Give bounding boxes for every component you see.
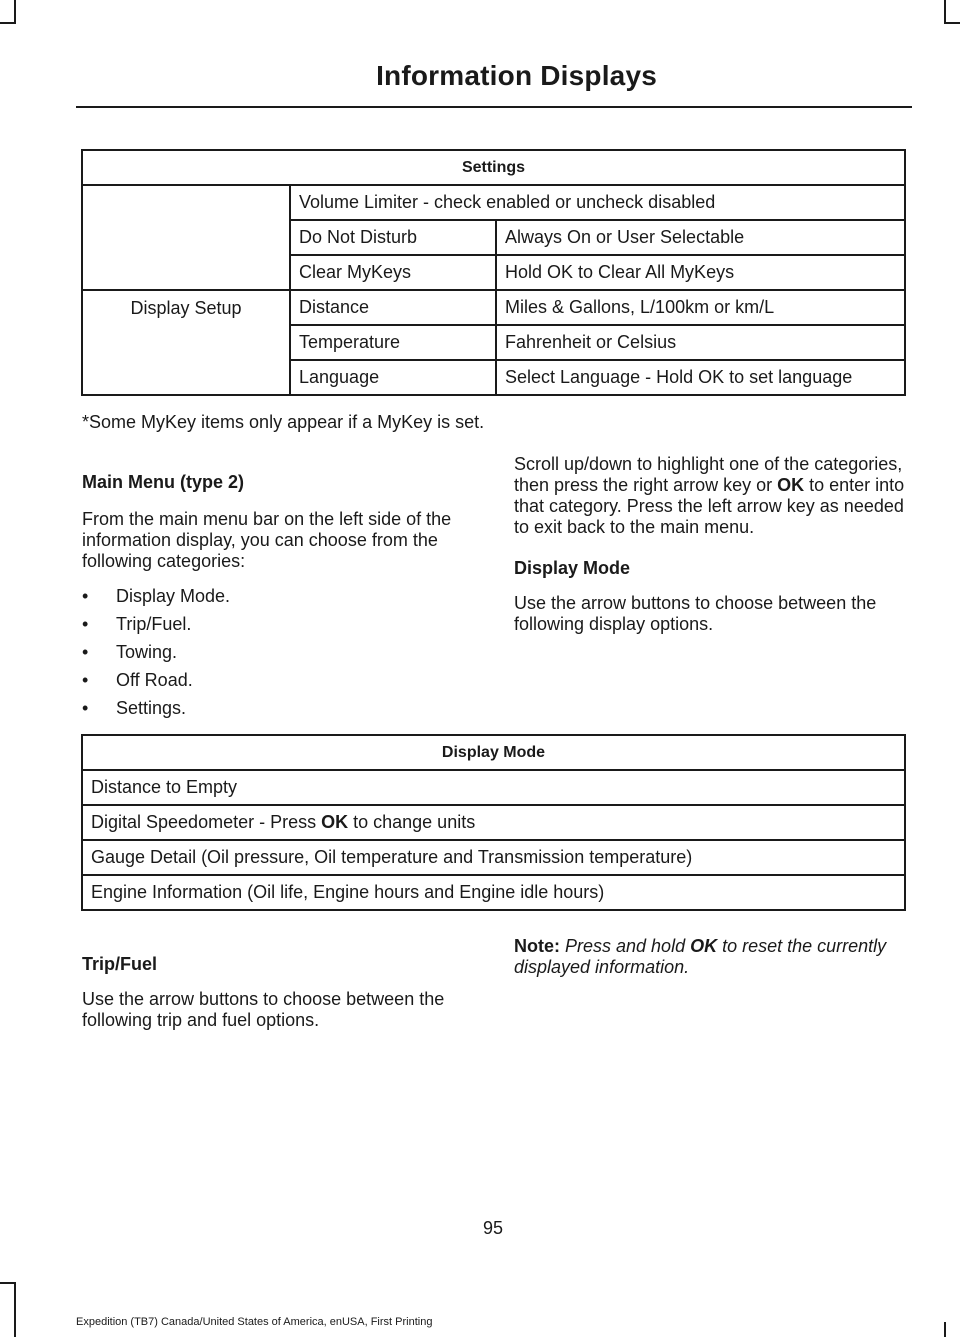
text-run: to enter into that category. Press the left arrow key as needed to exit back to the main menu. [514, 475, 905, 537]
crop-mark [944, 22, 960, 24]
crop-mark [14, 0, 16, 24]
table-cell: Clear MyKeys [290, 255, 496, 290]
header-rule [76, 106, 912, 108]
category-list [82, 582, 477, 722]
table-cell: Miles & Gallons, L/100km or km/L [496, 290, 905, 325]
note-label: Note: [514, 936, 560, 956]
paragraph: Use the arrow buttons to choose between the following display options. [514, 593, 877, 634]
section-heading: Trip/Fuel [82, 954, 158, 974]
table-row [82, 875, 905, 910]
table-cell: Distance [290, 290, 496, 325]
crop-mark [0, 22, 16, 24]
ok-label: OK [777, 475, 805, 495]
page-number: 95 [482, 1218, 504, 1238]
table-cell: Do Not Disturb [290, 220, 496, 255]
text-run: to change units [348, 812, 476, 832]
table-cell: Distance to Empty [82, 770, 905, 805]
table-cell [82, 325, 290, 360]
text-run: to reset the currently displayed information. [514, 936, 887, 977]
paragraph: Use the arrow buttons to choose between the following trip and fuel options. [82, 989, 445, 1030]
list-item: • Off Road. [82, 666, 477, 694]
main-menu-section [82, 472, 477, 722]
trip-fuel-section [82, 954, 477, 1031]
table-row [82, 770, 905, 805]
table-cell [82, 805, 905, 840]
crop-mark [944, 0, 946, 24]
table-header-row [82, 150, 905, 185]
table-cell: Gauge Detail (Oil pressure, Oil temperature and Transmission temperature) [82, 840, 905, 875]
table-cell: Always On or User Selectable [496, 220, 905, 255]
footer-text: Expedition (TB7) Canada/United States of America, enUSA, First Printing [76, 1316, 433, 1328]
table-cell [82, 360, 290, 395]
table-row [82, 255, 905, 290]
table-cell: Temperature [290, 325, 496, 360]
display-mode-table [81, 734, 906, 911]
table-cell: Hold OK to Clear All MyKeys [496, 255, 905, 290]
table-cell: Volume Limiter - check enabled or uncheck disabled [290, 185, 905, 220]
table-title: Display Mode [82, 735, 905, 770]
table-cell: Display Setup [82, 290, 290, 325]
table-header-row [82, 735, 905, 770]
table-row [82, 840, 905, 875]
crop-mark [944, 1322, 946, 1337]
list-item: • Trip/Fuel. [82, 610, 477, 638]
table-row [82, 325, 905, 360]
footnote: *Some MyKey items only appear if a MyKey is set. [82, 412, 485, 432]
right-column [514, 454, 908, 635]
crop-mark [0, 1282, 16, 1284]
section-heading: Main Menu (type 2) [82, 472, 245, 492]
table-cell: Language [290, 360, 496, 395]
table-row [82, 220, 905, 255]
section-heading: Display Mode [514, 558, 631, 578]
settings-table [81, 149, 906, 396]
crop-mark [14, 1282, 16, 1337]
note [514, 936, 908, 978]
ok-label: OK [690, 936, 718, 956]
table-cell: Fahrenheit or Celsius [496, 325, 905, 360]
table-row [82, 185, 905, 220]
text-run: Press and hold [560, 936, 691, 956]
table-cell [82, 185, 290, 220]
list-item: • Display Mode. [82, 582, 477, 610]
page-title: Information Displays [376, 60, 657, 91]
list-item: • Settings. [82, 694, 477, 722]
ok-label: OK [321, 812, 349, 832]
table-cell: Engine Information (Oil life, Engine hours and Engine idle hours) [82, 875, 905, 910]
table-title: Settings [82, 150, 905, 185]
list-item: • Towing. [82, 638, 477, 666]
paragraph [514, 454, 908, 538]
table-cell [82, 255, 290, 290]
paragraph: From the main menu bar on the left side of the information display, you can choose from the following categories: [82, 509, 452, 571]
table-row [82, 805, 905, 840]
note-section [514, 936, 908, 978]
table-cell: Select Language - Hold OK to set language [496, 360, 905, 395]
table-row [82, 290, 905, 325]
table-row [82, 360, 905, 395]
text-run: Scroll up/down to highlight one of the categories, then press the right arrow key or [514, 454, 903, 495]
text-run: Digital Speedometer - Press [91, 812, 322, 832]
table-cell [82, 220, 290, 255]
